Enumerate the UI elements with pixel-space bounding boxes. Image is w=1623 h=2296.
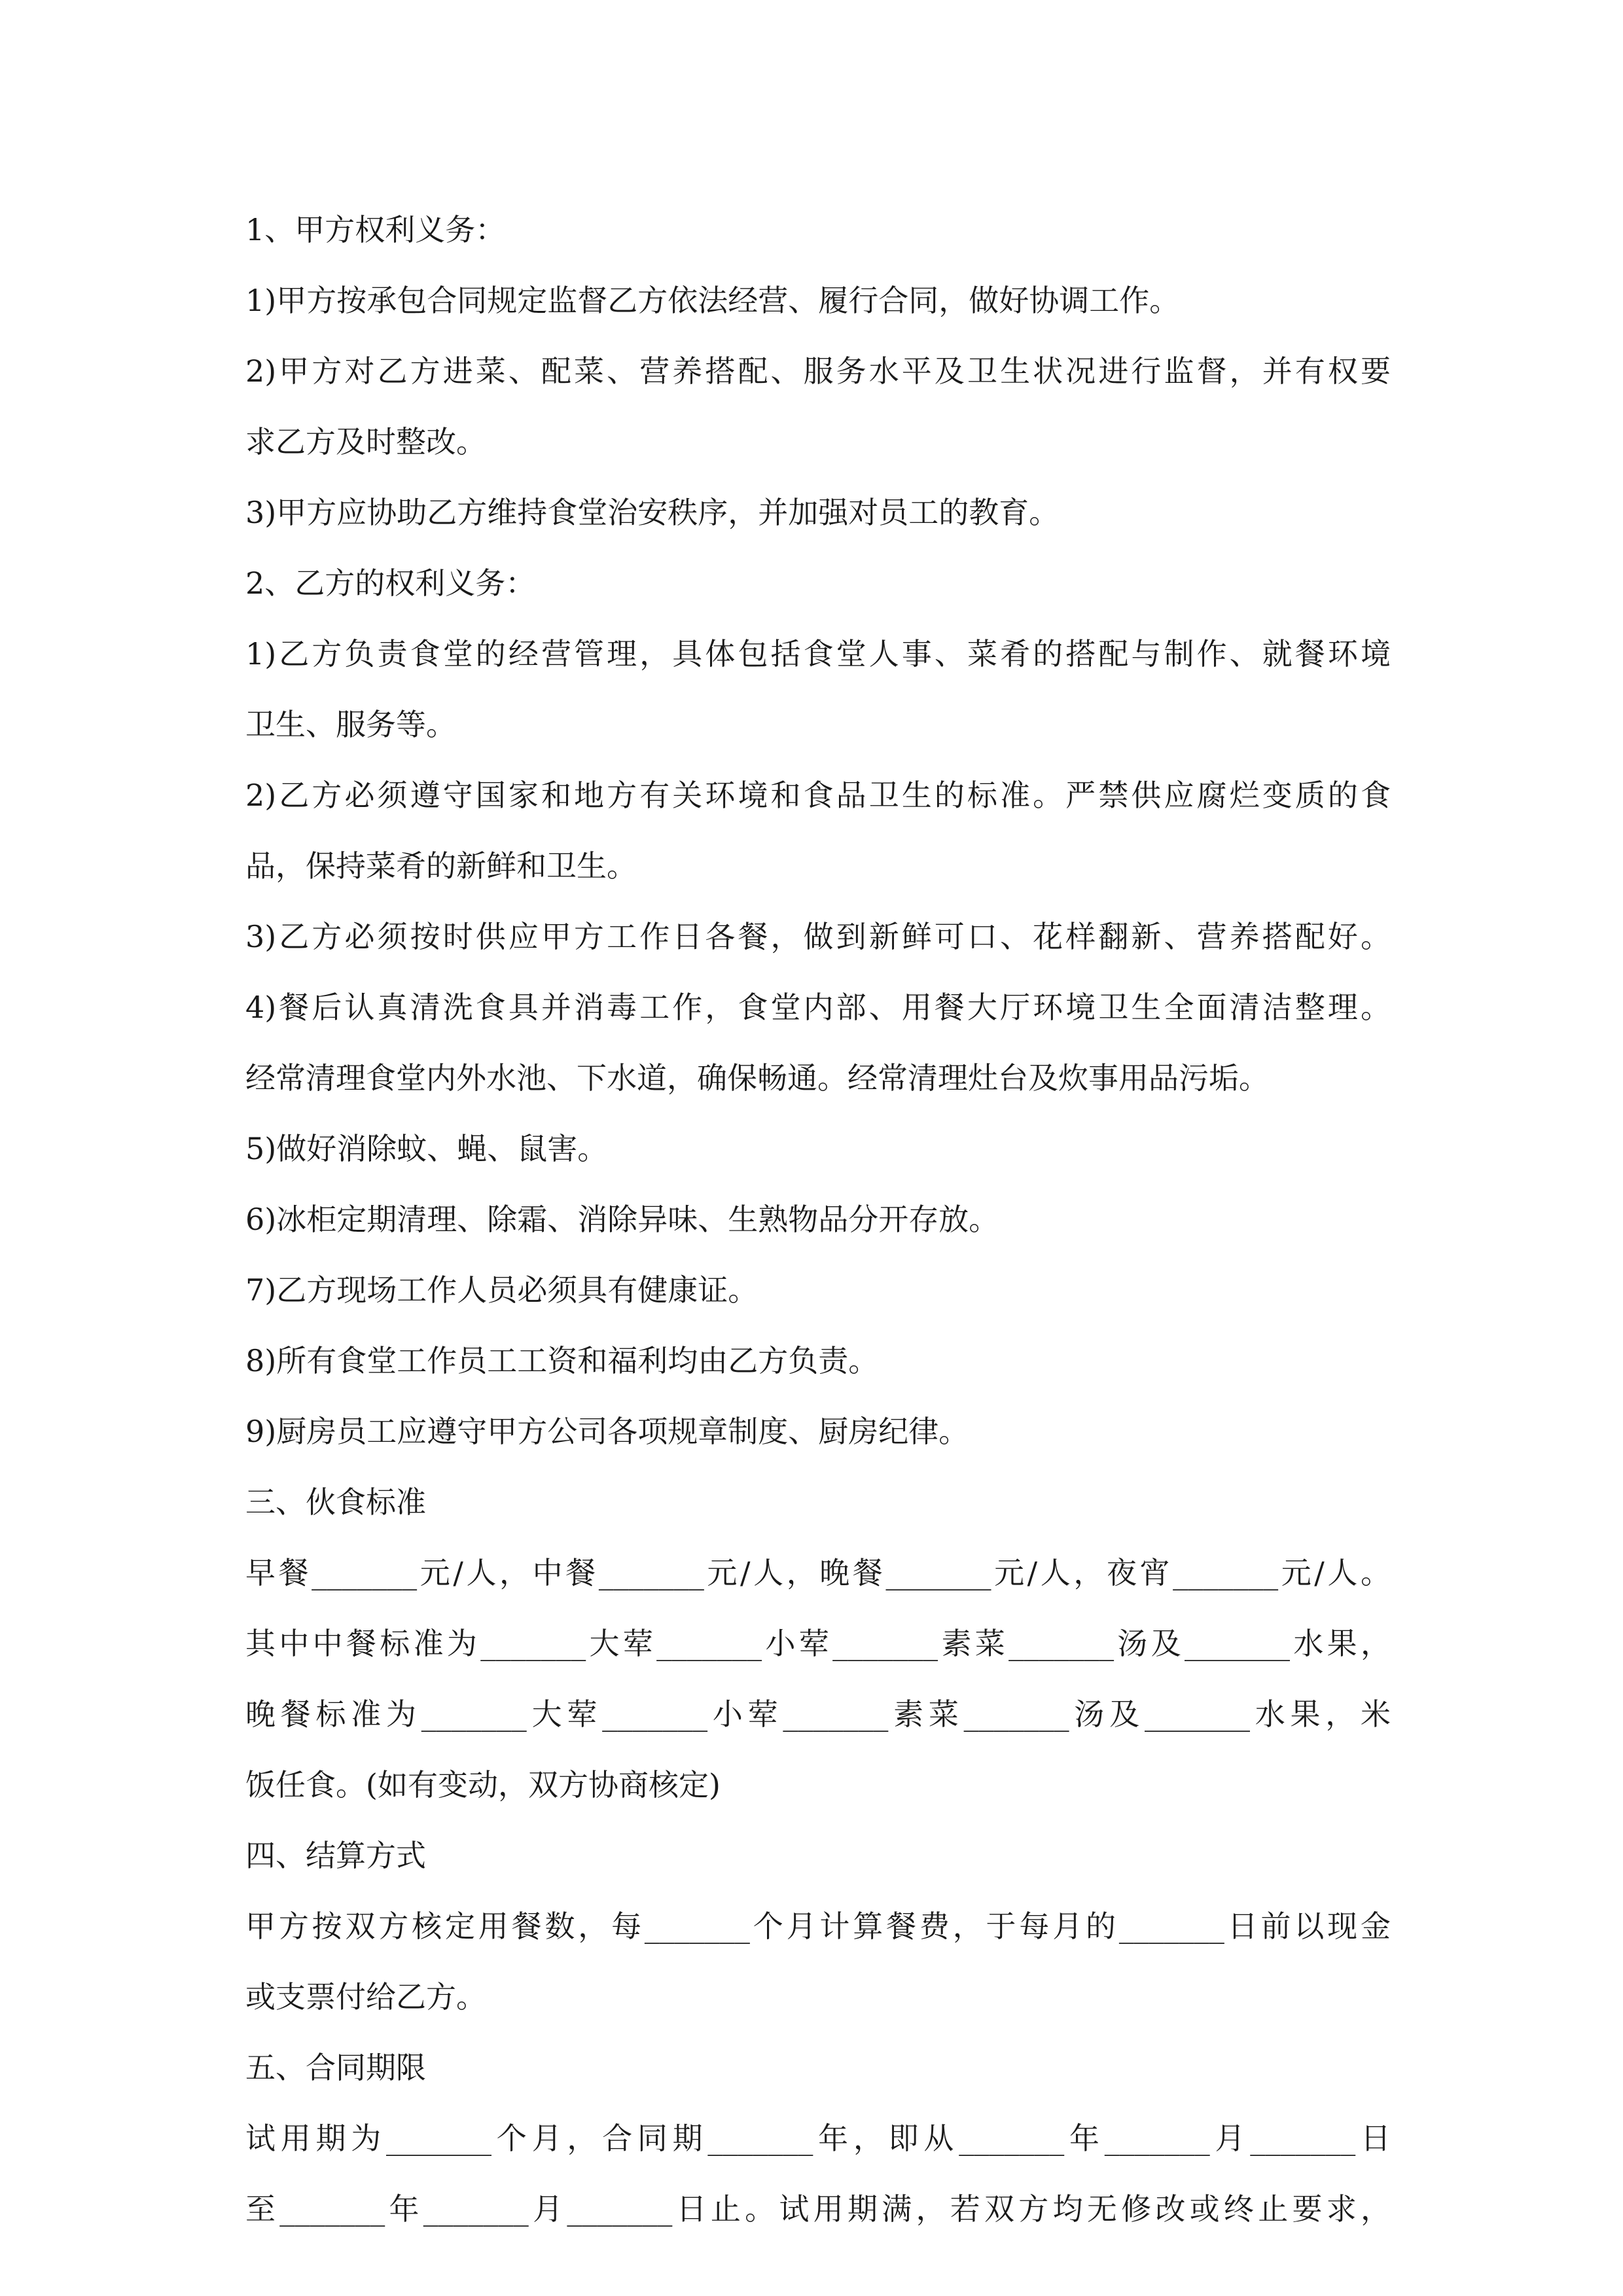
paragraph-line: 经常清理食堂内外水池、下水道，确保畅通。经常清理灶台及炊事用品污垢。 <box>245 1060 1269 1096</box>
paragraph-line: 2)乙方必须遵守国家和地方有关环境和食品卫生的标准。严禁供应腐烂变质的食 <box>245 778 1391 813</box>
section-heading: 四、结算方式 <box>245 1838 426 1873</box>
paragraph-line: 8)所有食堂工作员工工资和福利均由乙方负责。 <box>245 1343 879 1378</box>
paragraph-line: 2)甲方对乙方进菜、配菜、营养搭配、服务水平及卫生状况进行监督，并有权要 <box>245 353 1391 389</box>
paragraph-line: 试用期为_______个月，合同期_______年，即从_______年_______月_______日 <box>245 2121 1391 2156</box>
paragraph-line: 1)乙方负责食堂的经营管理，具体包括食堂人事、菜肴的搭配与制作、就餐环境 <box>245 636 1391 672</box>
paragraph-line: 6)冰柜定期清理、除霜、消除异味、生熟物品分开存放。 <box>245 1202 999 1237</box>
paragraph-line: 4)餐后认真清洗食具并消毒工作，食堂内部、用餐大厅环境卫生全面清洁整理。 <box>245 990 1391 1025</box>
paragraph-line: 至_______年_______月_______日止。试用期满，若双方均无修改或终止要求， <box>245 2191 1391 2227</box>
section-heading: 五、合同期限 <box>245 2050 426 2085</box>
paragraph-line: 品，保持菜肴的新鲜和卫生。 <box>245 848 637 884</box>
paragraph-line: 早餐_______元/人，中餐_______元/人，晚餐_______元/人，夜宵_______元/人。 <box>245 1555 1391 1590</box>
paragraph-line: 9)厨房员工应遵守甲方公司各项规章制度、厨房纪律。 <box>245 1414 969 1449</box>
paragraph-line: 或支票付给乙方。 <box>245 1979 486 2015</box>
section-heading: 三、伙食标准 <box>245 1484 426 1520</box>
section-heading: 2、乙方的权利义务： <box>245 565 536 601</box>
paragraph-line: 晚餐标准为_______大荤_______小荤_______素菜_______汤及_______水果，米 <box>245 1696 1391 1732</box>
paragraph-line: 其中中餐标准为_______大荤_______小荤_______素菜_______汤及_______水果， <box>245 1626 1391 1661</box>
paragraph-line: 3)乙方必须按时供应甲方工作日各餐，做到新鲜可口、花样翻新、营养搭配好。 <box>245 919 1391 954</box>
paragraph-line: 甲方按双方核定用餐数，每_______个月计算餐费，于每月的_______日前以现金 <box>245 1909 1391 1944</box>
document-body <box>245 206 1391 2256</box>
paragraph-line: 5)做好消除蚊、蝇、鼠害。 <box>245 1131 608 1166</box>
paragraph-line: 饭任食。(如有变动，双方协商核定) <box>245 1767 721 1803</box>
paragraph-line: 1)甲方按承包合同规定监督乙方依法经营、履行合同，做好协调工作。 <box>245 283 1180 318</box>
paragraph-line: 7)乙方现场工作人员必须具有健康证。 <box>245 1272 758 1308</box>
paragraph-line: 求乙方及时整改。 <box>245 424 486 459</box>
paragraph-line: 卫生、服务等。 <box>245 707 456 742</box>
section-heading: 1、甲方权利义务： <box>245 212 506 247</box>
paragraph-line: 3)甲方应协助乙方维持食堂治安秩序，并加强对员工的教育。 <box>245 495 1060 530</box>
